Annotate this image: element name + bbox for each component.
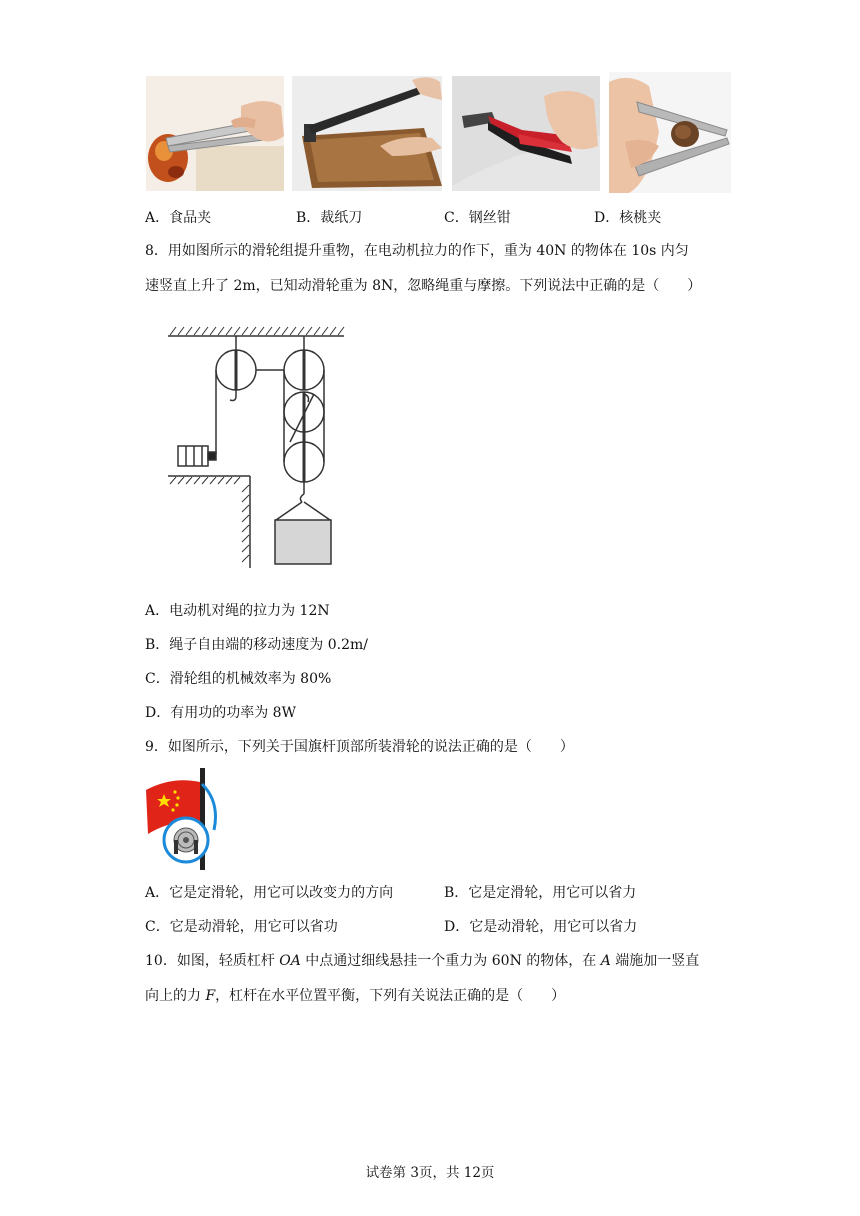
option-letter: B．: [296, 210, 321, 226]
option-text: 食品夹: [169, 210, 212, 226]
option-text: 钢丝钳: [468, 210, 511, 226]
flagpole-pulley-image: [144, 768, 220, 870]
option-letter: A．: [145, 210, 170, 226]
option-letter: D．: [594, 210, 620, 226]
option-letter: C．: [444, 210, 469, 226]
q10-var-oa: OA: [279, 953, 301, 969]
q7-option-d[interactable]: [594, 208, 661, 228]
q10-text: 中点通过细线悬挂一个重力为 60N 的物体，在: [300, 953, 601, 969]
q10-var-f: F: [205, 988, 216, 1004]
q8-stem-line1: 8．用如图所示的滑轮组提升重物，在电动机拉力的作下，重为 40N 的物体在 10s 内匀: [145, 243, 689, 259]
q10-text: 端施加一竖直: [610, 953, 700, 969]
page-footer: 试卷第 3页，共 12页: [365, 1165, 495, 1181]
q10-var-a: A: [600, 953, 611, 969]
walnut-cracker-photo: [609, 72, 731, 193]
q8-option-b[interactable]: B．绳子自由端的移动速度为 0.2m/: [145, 637, 368, 653]
q9-option-b[interactable]: B．它是定滑轮，用它可以省力: [444, 885, 637, 901]
q7-option-b[interactable]: [296, 208, 362, 228]
wire-pliers-photo: [452, 76, 600, 191]
q7-option-a[interactable]: [145, 208, 211, 228]
q8-stem-line2: 速竖直上升了 2m，已知动滑轮重为 8N，忽略绳重与摩擦。下列说法中正确的是（ ）: [145, 278, 702, 294]
option-text: 裁纸刀: [320, 210, 363, 226]
food-tongs-photo: [146, 76, 284, 191]
option-text: 核桃夹: [619, 210, 662, 226]
q9-option-a[interactable]: A．它是定滑轮，用它可以改变力的方向: [145, 885, 394, 901]
q9-stem: 9．如图所示，下列关于国旗杆顶部所装滑轮的说法正确的是（ ）: [145, 739, 574, 755]
q8-option-c[interactable]: C．滑轮组的机械效率为 80%: [145, 671, 332, 687]
q10-stem-line1: [145, 951, 699, 971]
q9-option-d[interactable]: D．它是动滑轮，用它可以省力: [444, 919, 638, 935]
q7-option-c[interactable]: [444, 208, 511, 228]
pulley-system-diagram: [164, 322, 350, 572]
paper-cutter-photo: [292, 76, 442, 191]
q9-option-c[interactable]: C．它是动滑轮，用它可以省功: [145, 919, 338, 935]
q10-stem-line2: [145, 986, 565, 1006]
q8-option-a[interactable]: A．电动机对绳的拉力为 12N: [145, 603, 330, 619]
q8-option-d[interactable]: D．有用功的功率为 8W: [145, 705, 296, 721]
q10-text: ，杠杆在水平位置平衡，下列有关说法正确的是（ ）: [215, 988, 566, 1004]
q10-text: 向上的力: [145, 988, 206, 1004]
q10-text: 10．如图，轻质杠杆: [145, 953, 280, 969]
